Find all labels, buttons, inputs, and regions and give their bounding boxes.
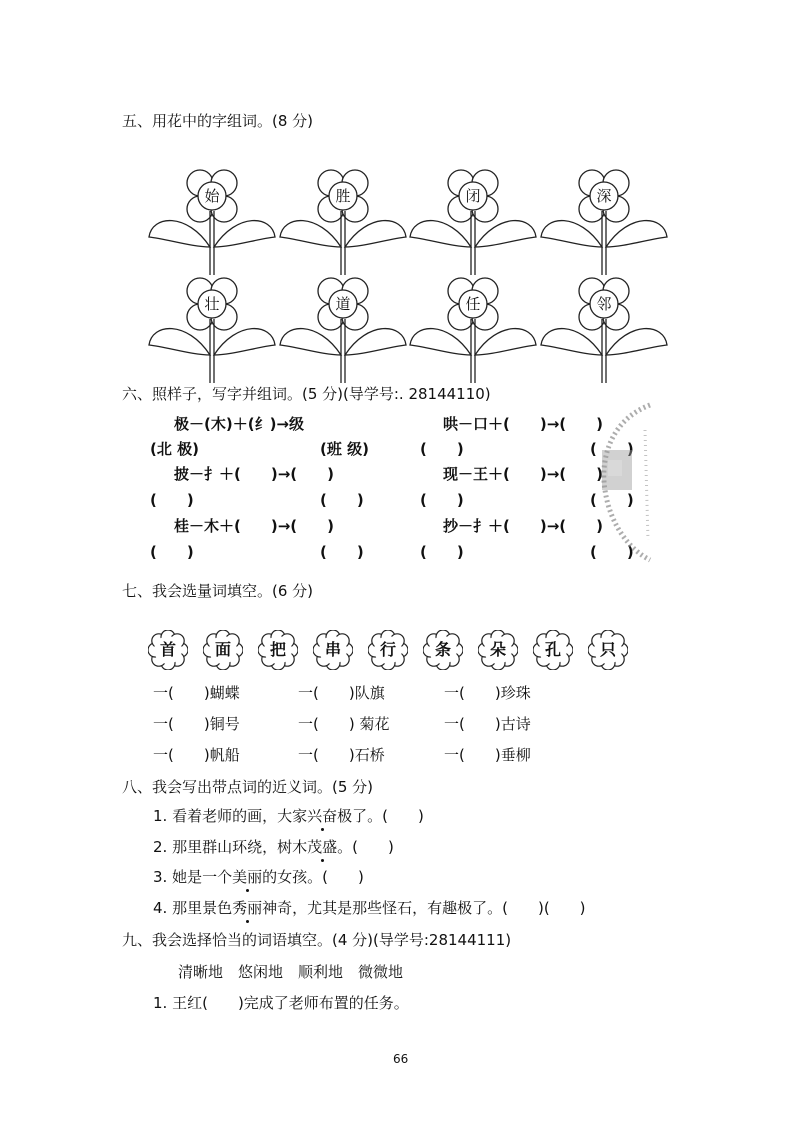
- s7-r3-c1: 一( )帆船: [153, 746, 240, 764]
- s6-row5-right: 抄－扌＋( )→( ): [443, 517, 603, 535]
- section5-heading: 五、用花中的字组词。(8 分): [122, 112, 314, 130]
- s7-r3-c3: 一( )垂柳: [444, 746, 531, 764]
- s9-item-1: [153, 992, 409, 1013]
- s6-row5-left: 桂－木＋( )→( ): [174, 517, 334, 535]
- measure-word: 只: [599, 640, 616, 659]
- s8-item-1: [153, 805, 424, 826]
- measure-word-badge: [368, 630, 408, 670]
- flower-char: 胜: [335, 187, 351, 205]
- measure-word-badge: [478, 630, 518, 670]
- s6-row4-left-b: ( ): [320, 491, 364, 509]
- s8-item-4-num: 4.: [153, 899, 168, 917]
- s8-item-1-dotted-word: 兴奋: [307, 807, 338, 825]
- measure-word: 条: [434, 640, 451, 659]
- measure-word-badge: [203, 630, 243, 670]
- s6-row2-right-b: ( ): [590, 440, 634, 458]
- s8-item-3-post: 的女孩。( ): [262, 868, 364, 886]
- section6-heading: 六、照样子，写字并组词。(5 分)(导学号:. 28144110): [122, 385, 491, 403]
- flower-char: 闭: [465, 187, 481, 205]
- s8-item-3-num: 3.: [153, 868, 168, 886]
- measure-word-badge: [258, 630, 298, 670]
- s8-item-4: [153, 897, 586, 918]
- s6-row4-right-a: ( ): [420, 491, 464, 509]
- s7-r1-c1: 一( )蝴蝶: [153, 684, 240, 702]
- measure-word: 把: [269, 640, 286, 659]
- s9-word-bank: 清晰地 悠闲地 顺利地 微微地: [178, 963, 404, 981]
- measure-word: 孔: [544, 640, 561, 659]
- s6-row4-right-b: ( ): [590, 491, 634, 509]
- s8-item-2: [153, 836, 394, 857]
- s8-item-2-dotted-word: 茂盛: [307, 838, 338, 856]
- s6-row6-right-a: ( ): [420, 543, 464, 561]
- measure-word: 朵: [489, 640, 506, 659]
- s7-r2-c2: 一( ) 菊花: [298, 715, 390, 733]
- s6-row1-left: 极－(木)＋(纟)→级: [174, 415, 304, 433]
- measure-word-badge: [423, 630, 463, 670]
- page-number: 66: [393, 1052, 409, 1066]
- s8-item-3: [153, 866, 364, 887]
- s6-row3-right: 现－王＋( )→( ): [443, 465, 603, 483]
- section7-heading: 七、我会选量词填空。(6 分): [122, 582, 314, 600]
- s6-row4-left-a: ( ): [150, 491, 194, 509]
- measure-word: 行: [379, 640, 396, 659]
- s8-item-1-pre: 看着老师的画，大家: [172, 807, 308, 825]
- s7-r1-c2: 一( )队旗: [298, 684, 385, 702]
- s6-row6-right-b: ( ): [590, 543, 634, 561]
- s8-item-2-post: 。( ): [337, 838, 394, 856]
- s6-row6-left-a: ( ): [150, 543, 194, 561]
- s8-item-3-dotted-word: 美丽: [232, 868, 263, 886]
- s8-item-2-pre: 那里群山环绕，树木: [172, 838, 308, 856]
- flower-char: 始: [204, 187, 220, 205]
- section9-heading: 九、我会选择恰当的词语填空。(4 分)(导学号:28144111): [122, 931, 512, 949]
- s8-item-3-pre: 她是一个: [172, 868, 233, 886]
- s9-item-1-text: 王红( )完成了老师布置的任务。: [172, 994, 409, 1012]
- flower-char: 壮: [204, 295, 220, 313]
- flower-char: 邻: [596, 295, 612, 313]
- measure-word-badge: [148, 630, 188, 670]
- s7-r3-c2: 一( )石桥: [298, 746, 385, 764]
- flower-char: 道: [335, 295, 351, 313]
- s6-row6-left-b: ( ): [320, 543, 364, 561]
- s6-row2-left-a: (北 极): [150, 440, 199, 458]
- flower-char: 深: [596, 187, 612, 205]
- s7-r2-c1: 一( )铜号: [153, 715, 240, 733]
- scan-stamp-smudge: [590, 400, 660, 565]
- s6-row3-left: 披－扌＋( )→( ): [174, 465, 334, 483]
- measure-word-badge: [313, 630, 353, 670]
- measure-word-badge: [533, 630, 573, 670]
- flower-char: 任: [465, 295, 481, 313]
- s8-item-4-dotted-word: 秀丽: [232, 899, 263, 917]
- measure-word: 面: [214, 640, 231, 659]
- measure-word-badge: [588, 630, 628, 670]
- s9-item-1-num: 1.: [153, 994, 168, 1012]
- measure-word: 串: [324, 640, 341, 659]
- s8-item-4-post: 神奇，尤其是那些怪石，有趣极了。( )( ): [262, 899, 586, 917]
- s8-item-1-num: 1.: [153, 807, 168, 825]
- section8-heading: 八、我会写出带点词的近义词。(5 分): [122, 778, 374, 796]
- s7-r2-c3: 一( )古诗: [444, 715, 531, 733]
- measure-word: 首: [159, 640, 176, 659]
- s6-row2-right-a: ( ): [420, 440, 464, 458]
- s7-r1-c3: 一( )珍珠: [444, 684, 531, 702]
- s6-row2-left-b: (班 级): [320, 440, 369, 458]
- s8-item-1-post: 极了。( ): [337, 807, 424, 825]
- s8-item-4-pre: 那里景色: [172, 899, 233, 917]
- s8-item-2-num: 2.: [153, 838, 168, 856]
- s6-row1-right: 哄－口＋( )→( ): [443, 415, 603, 433]
